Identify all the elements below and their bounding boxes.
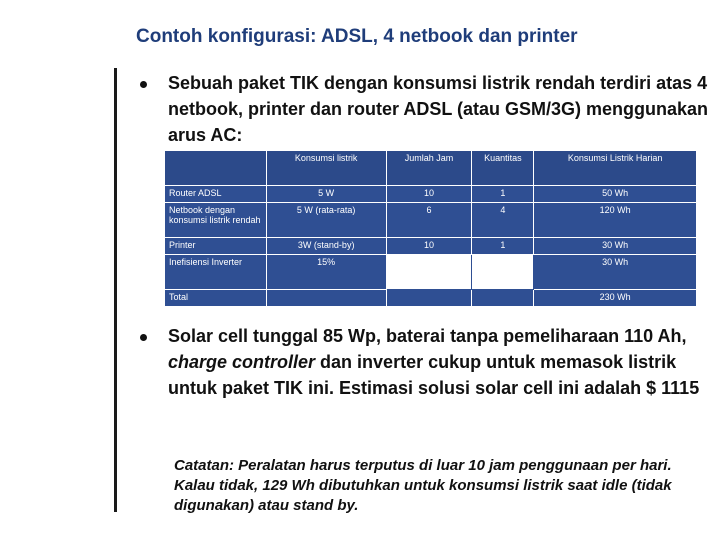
table-header-row (165, 151, 697, 186)
table-cell (386, 290, 472, 307)
table-cell: Total (165, 290, 267, 307)
table-header: Konsumsi listrik (266, 151, 386, 186)
table-cell: 10 (386, 238, 472, 255)
table-cell: Inefisiensi Inverter (165, 255, 267, 290)
slide-title: Contoh konfigurasi: ADSL, 4 netbook dan printer (136, 26, 578, 47)
footnote: Catatan: Peralatan harus terputus di luar 10 jam penggunaan per hari. Kalau tidak, 129 Wh dibutuhkan untuk konsumsi listrik saat idle (tidak digunakan) atau stand by. (174, 457, 672, 514)
table-cell: 15% (266, 255, 386, 290)
bullet-text-2-italic: charge controller (168, 352, 316, 372)
bullet-text-2 (168, 323, 713, 401)
table-cell (472, 290, 534, 307)
table-row (165, 238, 697, 255)
table-cell: 30 Wh (534, 255, 697, 290)
table-row (165, 255, 697, 290)
vertical-divider (114, 68, 117, 512)
table-cell: Printer (165, 238, 267, 255)
table-cell: 1 (472, 238, 534, 255)
table-row (165, 186, 697, 203)
table-cell: 10 (386, 186, 472, 203)
table-cell (266, 290, 386, 307)
consumption-table (164, 150, 697, 307)
table-header: Kuantitas (472, 151, 534, 186)
table-row (165, 203, 697, 238)
table-cell: 230 Wh (534, 290, 697, 307)
table-cell: Netbook dengan konsumsi listrik rendah (165, 203, 267, 238)
table-cell: Router ADSL (165, 186, 267, 203)
bullet-dot-icon (140, 334, 147, 341)
table-cell: 30 Wh (534, 238, 697, 255)
table-row (165, 290, 697, 307)
bullet-text-1: Sebuah paket TIK dengan konsumsi listrik rendah terdiri atas 4 netbook, printer dan router ADSL (atau GSM/3G) menggunakan arus AC: (168, 73, 709, 145)
table-cell: 1 (472, 186, 534, 203)
table-cell-empty (472, 255, 534, 290)
table-cell: 5 W (266, 186, 386, 203)
table-cell: 120 Wh (534, 203, 697, 238)
table-cell: 6 (386, 203, 472, 238)
table-header (165, 151, 267, 186)
table-cell: 3W (stand-by) (266, 238, 386, 255)
table-cell-empty (386, 255, 472, 290)
bullet-dot-icon (140, 81, 147, 88)
table-header: Konsumsi Listrik Harian (534, 151, 697, 186)
table-header: Jumlah Jam (386, 151, 472, 186)
bullet-text-2-part: dan inverter cukup untuk memasok listrik untuk paket TIK ini. Estimasi solusi solar cell ini adalah $ 1115 (168, 352, 700, 398)
table-cell: 4 (472, 203, 534, 238)
table-cell: 50 Wh (534, 186, 697, 203)
table-cell: 5 W (rata-rata) (266, 203, 386, 238)
bullet-text-2-part: Solar cell tunggal 85 Wp, baterai tanpa pemeliharaan 110 Ah, (168, 326, 687, 346)
